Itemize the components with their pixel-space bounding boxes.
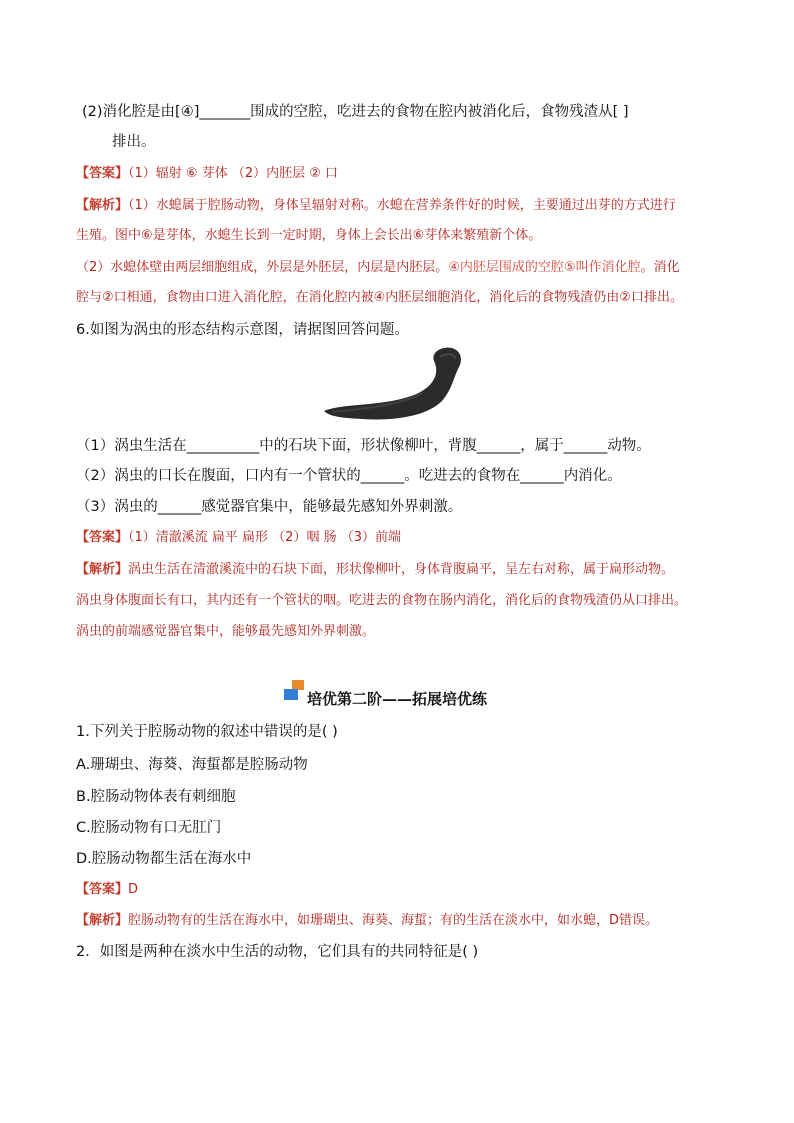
answer-tag: 【答案】	[76, 530, 129, 545]
q5-analysis-line4: 腔与②口相通，食物由口进入消化腔，在消化腔内被④内胚层细胞消化，消化后的食物残渣仍由②口排出。	[76, 290, 683, 305]
answer-text: （1）清澈溪流 扁平 扁形 （2）咽 肠 （3）前端	[128, 530, 401, 545]
answer-tag: 【答案】	[76, 882, 129, 897]
analysis-text: （1）水螅属于腔肠动物，身体呈辐射对称。水螅在营养条件好的时候，主要通过出芽的方式进行	[128, 198, 676, 213]
analysis-text: 。消化	[640, 260, 680, 275]
q6-analysis-line3: 涡虫的前端感觉器官集中，能够最先感知外界刺激。	[76, 624, 376, 639]
q6-answer	[76, 528, 401, 548]
q5-analysis-line1	[76, 196, 676, 216]
p1-analysis	[76, 911, 658, 931]
analysis-text: 腔肠动物有的生活在海水中，如珊瑚虫、海葵、海蜇；有的生活在淡水中，如水螅，D错误。	[128, 913, 659, 928]
answer-tag: 【答案】	[76, 166, 129, 181]
analysis-tag: 【解析】	[76, 913, 129, 928]
section-title: 培优第二阶——拓展培优练	[306, 690, 487, 708]
q6-sub3: （3）涡虫的______感觉器官集中，能够最先感知外界刺激。	[76, 499, 463, 515]
q5-answer	[76, 164, 338, 184]
q5-sub2-line1: (2)消化腔是由[④]_______围成的空腔，吃进去的食物在腔内被消化后，食物残渣从[ ]	[82, 104, 629, 120]
p1-option-b: B.腔肠动物体表有刺细胞	[76, 789, 236, 805]
q5-sub2-line2: 排出。	[112, 134, 156, 150]
analysis-tag: 【解析】	[76, 198, 129, 213]
q6-analysis-line2: 涡虫身体腹面长有口，其内还有一个管状的咽。吃进去的食物在肠内消化，消化后的食物残渣仍从口排出。	[76, 593, 688, 608]
flatworm-illustration	[322, 345, 464, 421]
p1-option-c: C.腔肠动物有口无肛门	[76, 820, 222, 836]
p2-stem: 2．如图是两种在淡水中生活的动物，它们具有的共同特征是( )	[76, 944, 479, 960]
q5-analysis-line2: 生殖。图中⑥是芽体，水螅生长到一定时期，身体上会长出⑥芽体来繁殖新个体。	[76, 228, 542, 243]
q6-sub1: （1）涡虫生活在__________中的石块下面，形状像柳叶，背腹______，属于______动物。	[76, 438, 651, 454]
analysis-tag: 【解析】	[76, 562, 129, 577]
answer-text: D	[128, 882, 139, 897]
p1-stem: 1.下列关于腔肠动物的叙述中错误的是( )	[76, 724, 338, 740]
analysis-text: 涡虫生活在清澈溪流中的石块下面，形状像柳叶，身体背腹扁平，呈左右对称，属于扁形动物。	[128, 562, 675, 577]
q6-analysis-line1	[76, 560, 674, 580]
analysis-highlight: ④内胚层围成的空腔⑤叫作消化腔	[448, 260, 641, 275]
q6-sub2: （2）涡虫的口长在腹面，口内有一个管状的______。吃进去的食物在______内消化。	[76, 468, 622, 484]
answer-text: （1）辐射 ⑥ 芽体 （2）内胚层 ② 口	[128, 166, 339, 181]
p1-option-d: D.腔肠动物都生活在海水中	[76, 851, 252, 867]
p1-option-a: A.珊瑚虫、海葵、海蜇都是腔肠动物	[76, 757, 308, 773]
q6-stem: 6.如图为涡虫的形态结构示意图，请据图回答问题。	[76, 322, 409, 338]
q5-analysis-line3	[76, 258, 680, 278]
analysis-text: （2）水螅体壁由两层细胞组成，外层是外胚层，内层是内胚层。	[76, 260, 449, 275]
p1-answer	[76, 880, 138, 900]
